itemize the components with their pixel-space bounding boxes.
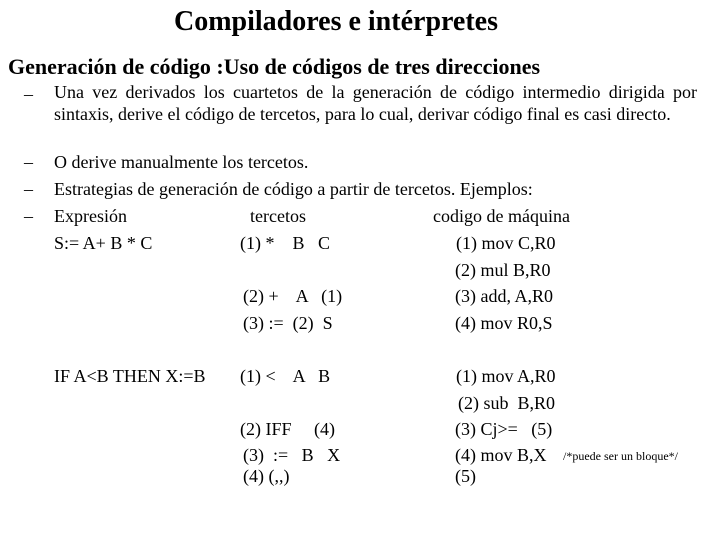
bullet-text-2: O derive manualmente los tercetos. (54, 152, 309, 172)
machine-code-line: (2) mul B,R0 (455, 260, 551, 280)
machine-code-line: (3) add, A,R0 (455, 286, 553, 306)
machine-code-line: (1) mov A,R0 (456, 366, 556, 386)
machine-code-line: (2) sub B,R0 (458, 393, 556, 413)
column-header-tercetos: tercetos (250, 206, 306, 226)
machine-code-line: (1) mov C,R0 (456, 233, 556, 253)
terceto-line: (1) * B C (240, 233, 330, 253)
terceto-line: (3) := B X (243, 445, 341, 465)
slide-subtitle: Generación de código :Uso de códigos de tres direcciones (8, 54, 541, 79)
bullet-dash: – (24, 206, 33, 226)
machine-code-line: (3) Cj>= (5) (455, 419, 553, 439)
comment-note: /*puede ser un bloque*/ (563, 449, 678, 463)
bullet-dash: – (24, 179, 33, 199)
machine-code-line: (5) (455, 466, 476, 486)
terceto-line: (2) + A (1) (243, 286, 343, 306)
column-header-maquina: codigo de máquina (433, 206, 570, 226)
column-header-expresion: Expresión (54, 206, 127, 226)
bullet-dash: – (24, 84, 33, 104)
terceto-line: (3) := (2) S (243, 313, 333, 333)
machine-code-line: (4) mov R0,S (455, 313, 553, 333)
bullet-dash: – (24, 152, 33, 172)
terceto-line: (4) (,,) (243, 466, 290, 486)
terceto-line: (2) IFF (4) (240, 419, 335, 439)
machine-code-line: (4) mov B,X (455, 445, 547, 465)
bullet-text-1: Una vez derivados los cuartetos de la generación de código intermedio dirigida por sintaxis, derive el código de tercetos, para lo cual, derivar código final es casi directo. (54, 82, 697, 124)
terceto-line: (1) < A B (240, 366, 331, 386)
expression-2: IF A<B THEN X:=B (54, 366, 206, 386)
bullet-text-3: Estrategias de generación de código a partir de tercetos. Ejemplos: (54, 179, 533, 199)
slide-title: Compiladores e intérpretes (173, 6, 499, 37)
expression-1: S:= A+ B * C (54, 233, 153, 253)
